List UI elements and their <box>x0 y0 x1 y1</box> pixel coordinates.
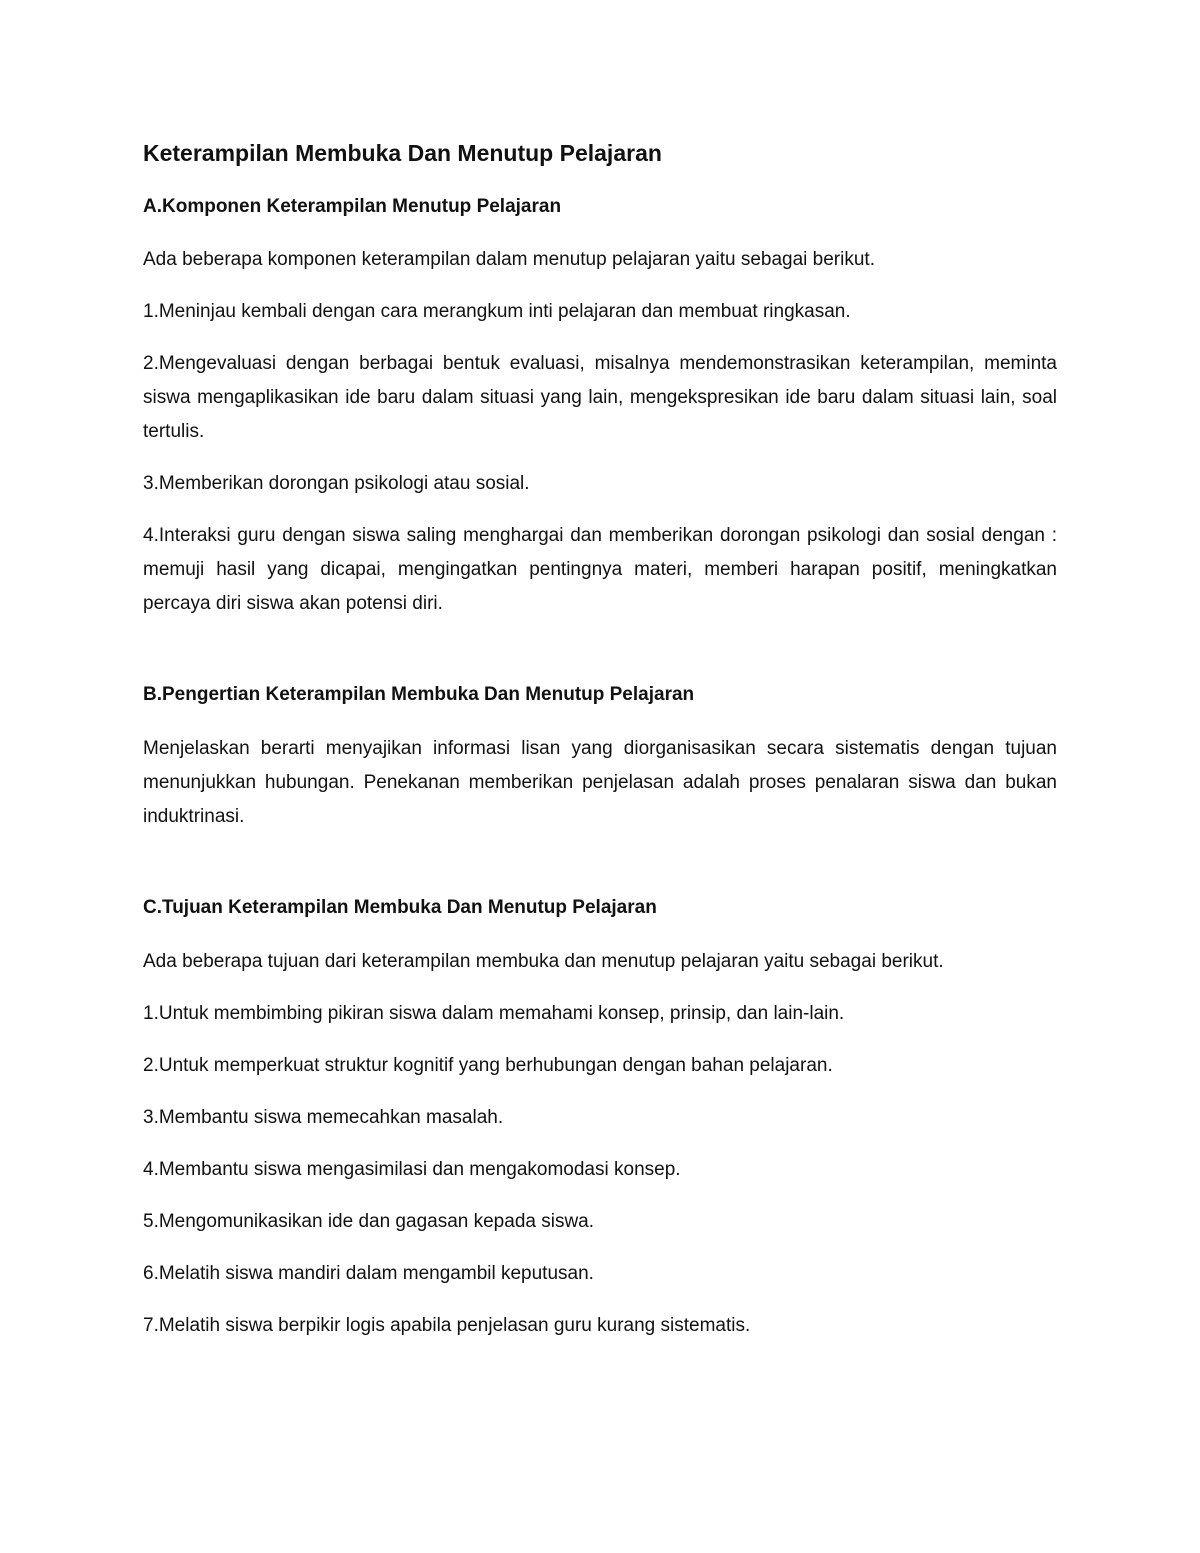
section-a-item: 3.Memberikan dorongan psikologi atau sosial. <box>143 473 530 495</box>
section-c-item: 1.Untuk membimbing pikiran siswa dalam memahami konsep, prinsip, dan lain-lain. <box>143 1002 845 1024</box>
document-page <box>143 140 1057 1361</box>
section-c-intro: Ada beberapa tujuan dari keterampilan membuka dan menutup pelajaran yaitu sebagai berikut. <box>143 950 944 972</box>
section-a-heading: A.Komponen Keterampilan Menutup Pelajaran <box>143 195 562 217</box>
section-b-body: Menjelaskan berarti menyajikan informasi lisan yang diorganisasikan secara sistematis dengan tujuan menunjukkan hubungan. Penekanan memberikan penjelasan adalah proses penalaran siswa dan bukan induktrinasi. <box>143 737 1057 827</box>
section-a-item: 1.Meninjau kembali dengan cara merangkum inti pelajaran dan membuat ringkasan. <box>143 301 851 323</box>
section-c-item: 7.Melatih siswa berpikir logis apabila penjelasan guru kurang sistematis. <box>143 1314 751 1336</box>
section-c-item: 6.Melatih siswa mandiri dalam mengambil keputusan. <box>143 1262 594 1284</box>
section-c-item: 3.Membantu siswa memecahkan masalah. <box>143 1106 504 1128</box>
section-c-item: 5.Mengomunikasikan ide dan gagasan kepada siswa. <box>143 1210 595 1232</box>
section-c-heading: C.Tujuan Keterampilan Membuka Dan Menutup Pelajaran <box>143 896 657 918</box>
section-a-item: 4.Interaksi guru dengan siswa saling menghargai dan memberikan dorongan psikologi dan sosial dengan : memuji hasil yang dicapai, mengingatkan pentingnya materi, memberi harapan positif, meningkatkan percaya diri siswa akan potensi diri. <box>143 525 1057 615</box>
section-a-intro: Ada beberapa komponen keterampilan dalam menutup pelajaran yaitu sebagai berikut. <box>143 249 875 271</box>
section-b-heading: B.Pengertian Keterampilan Membuka Dan Menutup Pelajaran <box>143 684 695 706</box>
document-title: Keterampilan Membuka Dan Menutup Pelajaran <box>143 140 662 166</box>
section-c-item: 2.Untuk memperkuat struktur kognitif yang berhubungan dengan bahan pelajaran. <box>143 1054 833 1076</box>
section-a-item: 2.Mengevaluasi dengan berbagai bentuk evaluasi, misalnya mendemonstrasikan keterampilan, meminta siswa mengaplikasikan ide baru dalam situasi yang lain, mengekspresikan ide baru dalam situasi lain, soal tertulis. <box>143 353 1057 443</box>
section-spacer <box>143 852 1057 896</box>
section-c-item: 4.Membantu siswa mengasimilasi dan mengakomodasi konsep. <box>143 1158 681 1180</box>
section-spacer <box>143 639 1057 683</box>
